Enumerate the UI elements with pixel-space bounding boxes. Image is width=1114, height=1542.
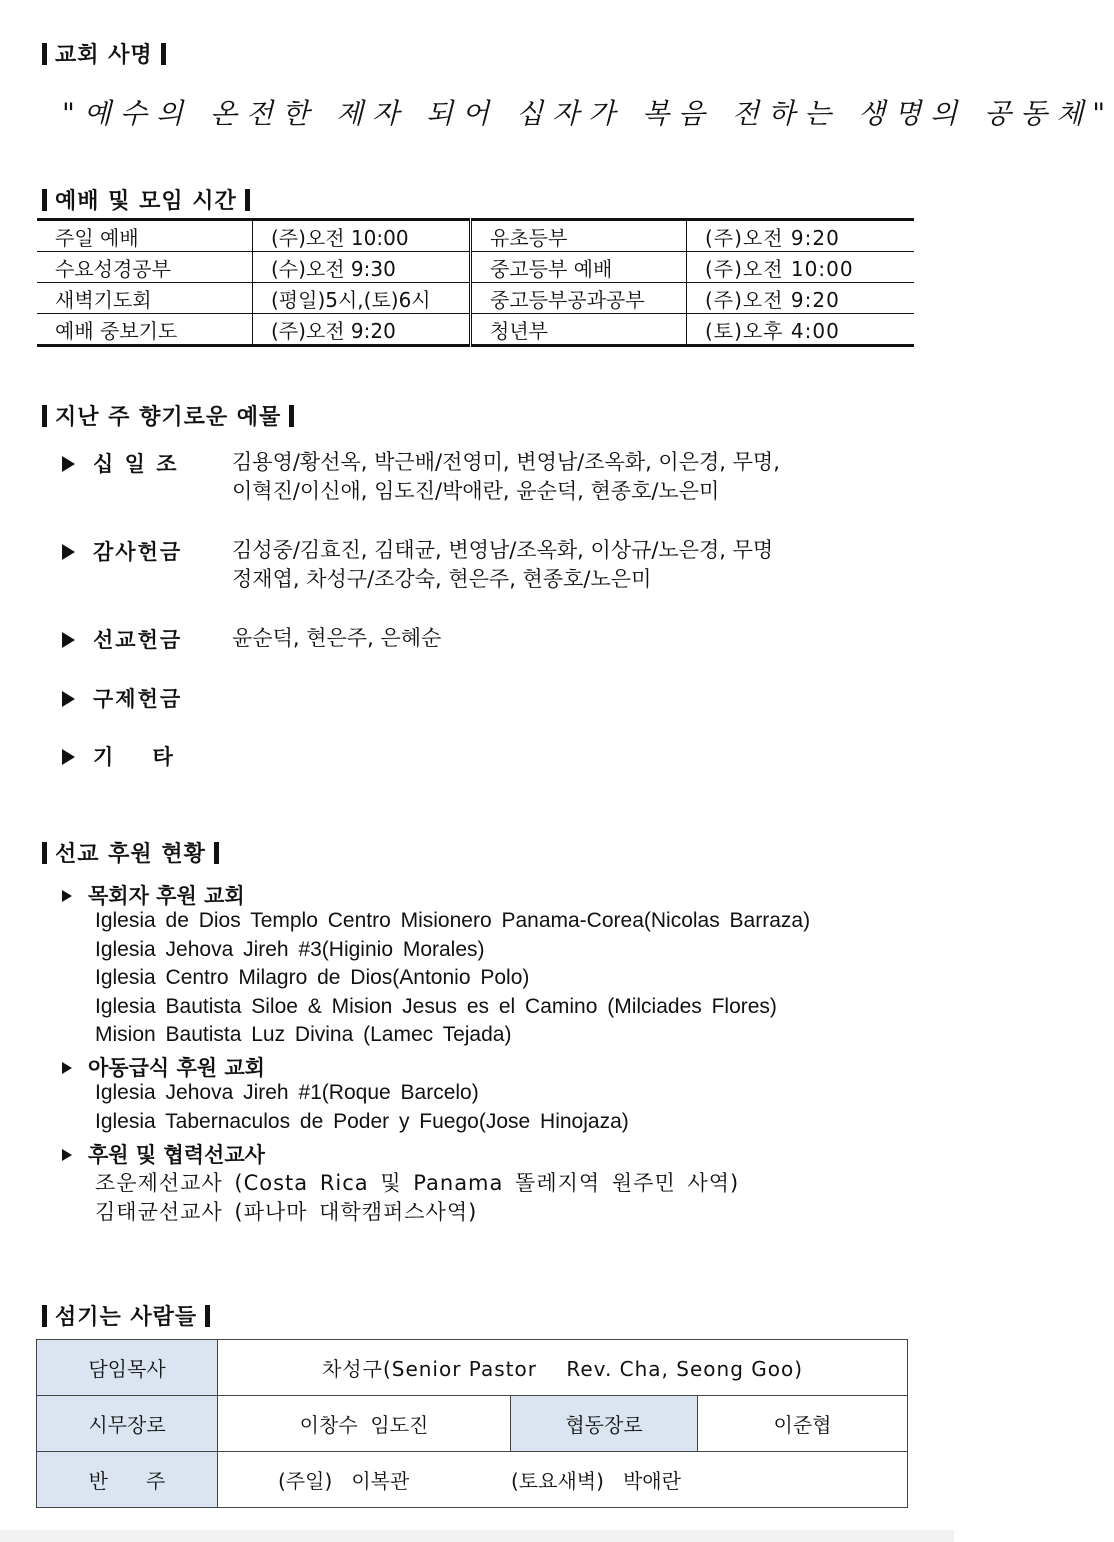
triangle-right-icon: [62, 1062, 72, 1074]
mission-group-heading: [62, 1139, 265, 1169]
section-title-missions: [42, 837, 219, 868]
section-title-text: 교회 사명: [55, 43, 153, 68]
mission-line: 김태균선교사 (파나마 대학캠퍼스사역): [95, 1200, 478, 1224]
schedule-name: 중고등부공과공부: [471, 283, 687, 314]
title-bar-right: [245, 189, 250, 211]
offering-names-line: 정재엽, 차성구/조강숙, 현은주, 현종호/노은미: [232, 567, 652, 591]
table-row: [37, 1452, 908, 1508]
offering-row-thanks: [62, 536, 231, 566]
title-bar-right: [205, 1305, 210, 1327]
title-bar-right: [214, 842, 219, 864]
section-title-offerings: [42, 400, 294, 431]
section-title-text: 선교 후원 현황: [55, 842, 206, 867]
schedule-name: 수요성경공부: [37, 252, 253, 283]
title-bar-left: [42, 43, 47, 65]
staff-value-accompanist: (주일) 이복관 (토요새벽) 박애란: [218, 1452, 908, 1508]
offering-row-relief: [62, 683, 231, 713]
staff-label-pastor: 담임목사: [37, 1340, 218, 1396]
title-bar-left: [42, 189, 47, 211]
offering-names-line: 김성중/김효진, 김태균, 변영남/조옥화, 이상규/노은경, 무명: [232, 538, 774, 562]
mission-line: 조운제선교사 (Costa Rica 및 Panama 똘레지역 원주민 사역): [95, 1171, 740, 1195]
offering-names-line: 이혁진/이신애, 임도진/박애란, 윤순덕, 현종호/노은미: [232, 479, 720, 503]
section-title-text: 섬기는 사람들: [55, 1305, 198, 1330]
offering-row-other: [62, 741, 231, 771]
schedule-name: 유초등부: [471, 220, 687, 252]
triangle-right-icon: [62, 632, 75, 648]
mission-line: Iglesia Bautista Siloe & Mision Jesus es el Camino (Milciades Flores): [95, 995, 777, 1018]
schedule-name: 주일 예배: [37, 220, 253, 252]
mission-line: Iglesia Centro Milagro de Dios(Antonio Polo): [95, 966, 530, 989]
schedule-name: 새벽기도회: [37, 283, 253, 314]
offering-names-tithe: [232, 448, 780, 506]
offering-label: 기 타: [93, 745, 175, 769]
section-title-schedule: [42, 184, 250, 215]
section-title-text: 예배 및 모임 시간: [55, 189, 237, 214]
schedule-name: 예배 중보기도: [55, 318, 178, 343]
table-row: [37, 314, 914, 346]
mission-line: Iglesia Tabernaculos de Poder y Fuego(Jose Hinojaza): [95, 1110, 629, 1133]
triangle-right-icon: [62, 544, 75, 560]
mission-group-heading: [62, 880, 245, 910]
table-row: [37, 252, 914, 283]
staff-label-accompanist: 반 주: [37, 1452, 218, 1508]
offering-label: 선교헌금: [93, 628, 183, 652]
offering-names-line: 김용영/황선옥, 박근배/전영미, 변영남/조옥화, 이은경, 무명,: [232, 450, 780, 474]
offering-row-tithe: [62, 448, 231, 478]
triangle-right-icon: [62, 1149, 72, 1161]
offering-label: 구제헌금: [93, 687, 183, 711]
mission-line: Iglesia de Dios Templo Centro Misionero Panama-Corea(Nicolas Barraza): [95, 909, 811, 932]
schedule-time: (토)오후 4:00: [705, 318, 840, 343]
schedule-time: (주)오전 9:20: [253, 314, 471, 346]
mission-line: Mision Bautista Luz Divina (Lamec Tejada): [95, 1023, 512, 1046]
schedule-time: (평일)5시,(토)6시: [253, 283, 471, 314]
table-row: [37, 283, 914, 314]
offering-names-line: 윤순덕, 현은주, 은혜순: [232, 626, 442, 650]
triangle-right-icon: [62, 456, 75, 472]
offering-label: 감사헌금: [93, 540, 183, 564]
section-title-text: 지난 주 향기로운 예물: [55, 405, 282, 430]
schedule-time: (수)오전 9:30: [253, 252, 471, 283]
title-bar-left: [42, 842, 47, 864]
triangle-right-icon: [62, 890, 72, 902]
staff-value-assoc: 이준협: [698, 1396, 908, 1452]
table-row: [37, 220, 914, 252]
offering-row-mission: [62, 624, 231, 654]
schedule-time: (주)오전 10:00: [253, 220, 471, 252]
schedule-table: [37, 218, 914, 347]
offering-label: 십 일 조: [93, 452, 179, 476]
title-bar-right: [289, 405, 294, 427]
section-title-mission: [42, 38, 166, 69]
offering-names-mission: [232, 624, 441, 653]
table-row: [37, 1396, 908, 1452]
mission-group-heading-text: 아동급식 후원 교회: [88, 1056, 265, 1080]
staff-value-pastor: 차성구(Senior Pastor Rev. Cha, Seong Goo): [218, 1340, 908, 1396]
schedule-name: 중고등부 예배: [471, 252, 687, 283]
mission-group-heading-text: 후원 및 협력선교사: [88, 1143, 265, 1167]
schedule-time: (주)오전 10:00: [687, 252, 915, 283]
mission-statement: "예수의 온전한 제자 되어 십자가 복음 전하는 생명의 공동체": [62, 97, 1114, 130]
schedule-time: (주)오전 9:20: [687, 283, 915, 314]
triangle-right-icon: [62, 691, 75, 707]
mission-line: Iglesia Jehova Jireh #1(Roque Barcelo): [95, 1081, 479, 1104]
schedule-time: (주)오전 9:20: [687, 220, 915, 252]
staff-label-elders: 시무장로: [37, 1396, 218, 1452]
title-bar-right: [161, 43, 166, 65]
staff-table: [36, 1339, 908, 1508]
staff-value-elders: 이창수 임도진: [218, 1396, 511, 1452]
section-title-staff: [42, 1300, 210, 1331]
title-bar-left: [42, 1305, 47, 1327]
triangle-right-icon: [62, 749, 75, 765]
staff-label-assoc: 협동장로: [511, 1396, 698, 1452]
offering-names-thanks: [232, 536, 773, 594]
title-bar-left: [42, 405, 47, 427]
mission-line: Iglesia Jehova Jireh #3(Higinio Morales): [95, 938, 485, 961]
table-row: [37, 1340, 908, 1396]
page-bottom-edge: [0, 1530, 954, 1542]
mission-group-heading: [62, 1052, 265, 1082]
schedule-name: 청년부: [471, 314, 687, 346]
mission-group-heading-text: 목회자 후원 교회: [88, 884, 245, 908]
